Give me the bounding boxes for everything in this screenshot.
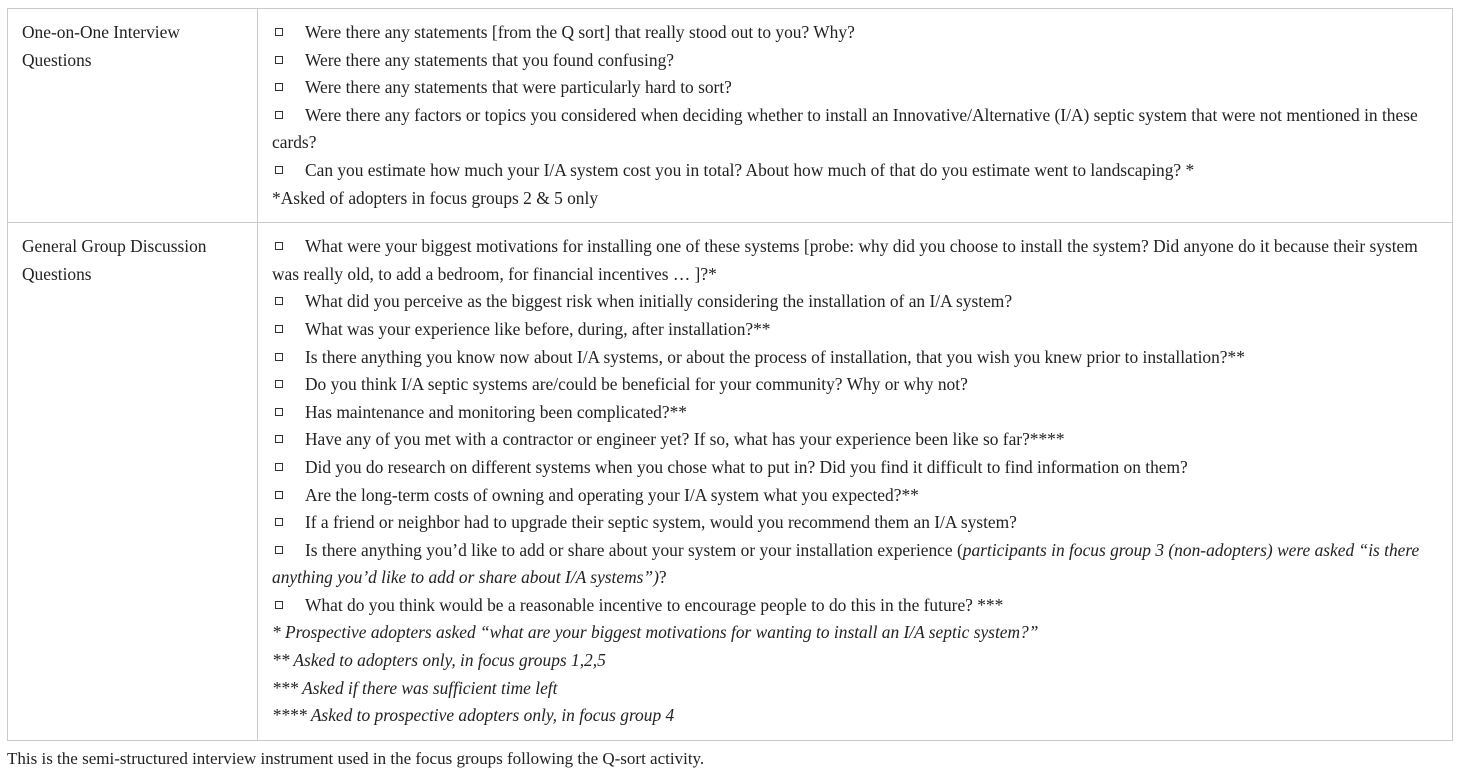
question-item: Did you do research on different systems when you chose what to put in? Did you find it difficult to find information on them? [272, 454, 1442, 482]
question-item: If a friend or neighbor had to upgrade their septic system, would you recommend them an I/A system? [272, 509, 1442, 537]
row-label: One-on-One Interview Questions [8, 9, 258, 223]
question-item: Can you estimate how much your I/A system cost you in total? About how much of that do you estimate went to landscaping? * [272, 157, 1442, 185]
question-item: What were your biggest motivations for installing one of these systems [probe: why did you choose to install the system? Did anyone do it because their system was really old, to add a bedroom, for financial incentives … ]?* [272, 236, 1418, 284]
question-item: Is there anything you know now about I/A systems, or about the process of installation, that you wish you knew prior to installation?** [272, 344, 1442, 372]
footnote: ** Asked to adopters only, in focus groups 1,2,5 [272, 650, 606, 671]
footnote: *Asked of adopters in focus groups 2 & 5 only [272, 187, 599, 208]
table-row [8, 223, 1453, 741]
row-content [258, 9, 1453, 223]
square-bullet-icon [275, 242, 283, 250]
question-item: Were there any factors or topics you considered when deciding whether to install an Innovative/Alternative (I/A) septic system that were not mentioned in these cards? [272, 104, 1418, 153]
row-label: General Group Discussion Questions [8, 223, 258, 741]
square-bullet-icon [275, 28, 283, 36]
square-bullet-icon [275, 435, 283, 443]
square-bullet-icon [275, 297, 283, 305]
square-bullet-icon [275, 353, 283, 361]
square-bullet-icon [275, 166, 283, 174]
square-bullet-icon [275, 111, 283, 119]
square-bullet-icon [275, 463, 283, 471]
table-wrapper [7, 8, 1453, 741]
question-item: Were there any statements that you found confusing? [272, 47, 1442, 75]
square-bullet-icon [275, 408, 283, 416]
square-bullet-icon [275, 518, 283, 526]
square-bullet-icon [275, 491, 283, 499]
question-item: Has maintenance and monitoring been complicated?** [272, 399, 1442, 427]
row-content [258, 223, 1453, 741]
question-item: Do you think I/A septic systems are/could be beneficial for your community? Why or why not? [272, 371, 1442, 399]
square-bullet-icon [275, 325, 283, 333]
question-item: What did you perceive as the biggest risk when initially considering the installation of an I/A system? [272, 288, 1442, 316]
question-item: What do you think would be a reasonable incentive to encourage people to do this in the future? *** [272, 592, 1442, 620]
question-item: Have any of you met with a contractor or engineer yet? If so, what has your experience been like so far?**** [272, 426, 1442, 454]
interview-instrument-table [7, 8, 1453, 741]
question-item: Were there any statements that were particularly hard to sort? [272, 74, 1442, 102]
square-bullet-icon [275, 56, 283, 64]
question-item: What was your experience like before, during, after installation?** [272, 316, 1442, 344]
square-bullet-icon [275, 380, 283, 388]
square-bullet-icon [275, 83, 283, 91]
table-row [8, 9, 1453, 223]
square-bullet-icon [275, 601, 283, 609]
question-item: Were there any statements [from the Q sort] that really stood out to you? Why? [272, 19, 1442, 47]
table-caption: This is the semi-structured interview instrument used in the focus groups following the Q-sort activity. [7, 749, 705, 768]
question-item: Are the long-term costs of owning and operating your I/A system what you expected?** [272, 482, 1442, 510]
footnote: *** Asked if there was sufficient time left [272, 677, 558, 698]
footnote: **** Asked to prospective adopters only, in focus group 4 [272, 705, 675, 726]
footnote: * Prospective adopters asked “what are your biggest motivations for wanting to install an I/A septic system?” [272, 622, 1039, 643]
square-bullet-icon [275, 546, 283, 554]
question-item: Is there anything you’d like to add or share about your system or your installation experience (participants in focus group 3 (non-adopters) were asked “is there anything you’d like to add or share about I/A systems”)? [272, 539, 1420, 588]
